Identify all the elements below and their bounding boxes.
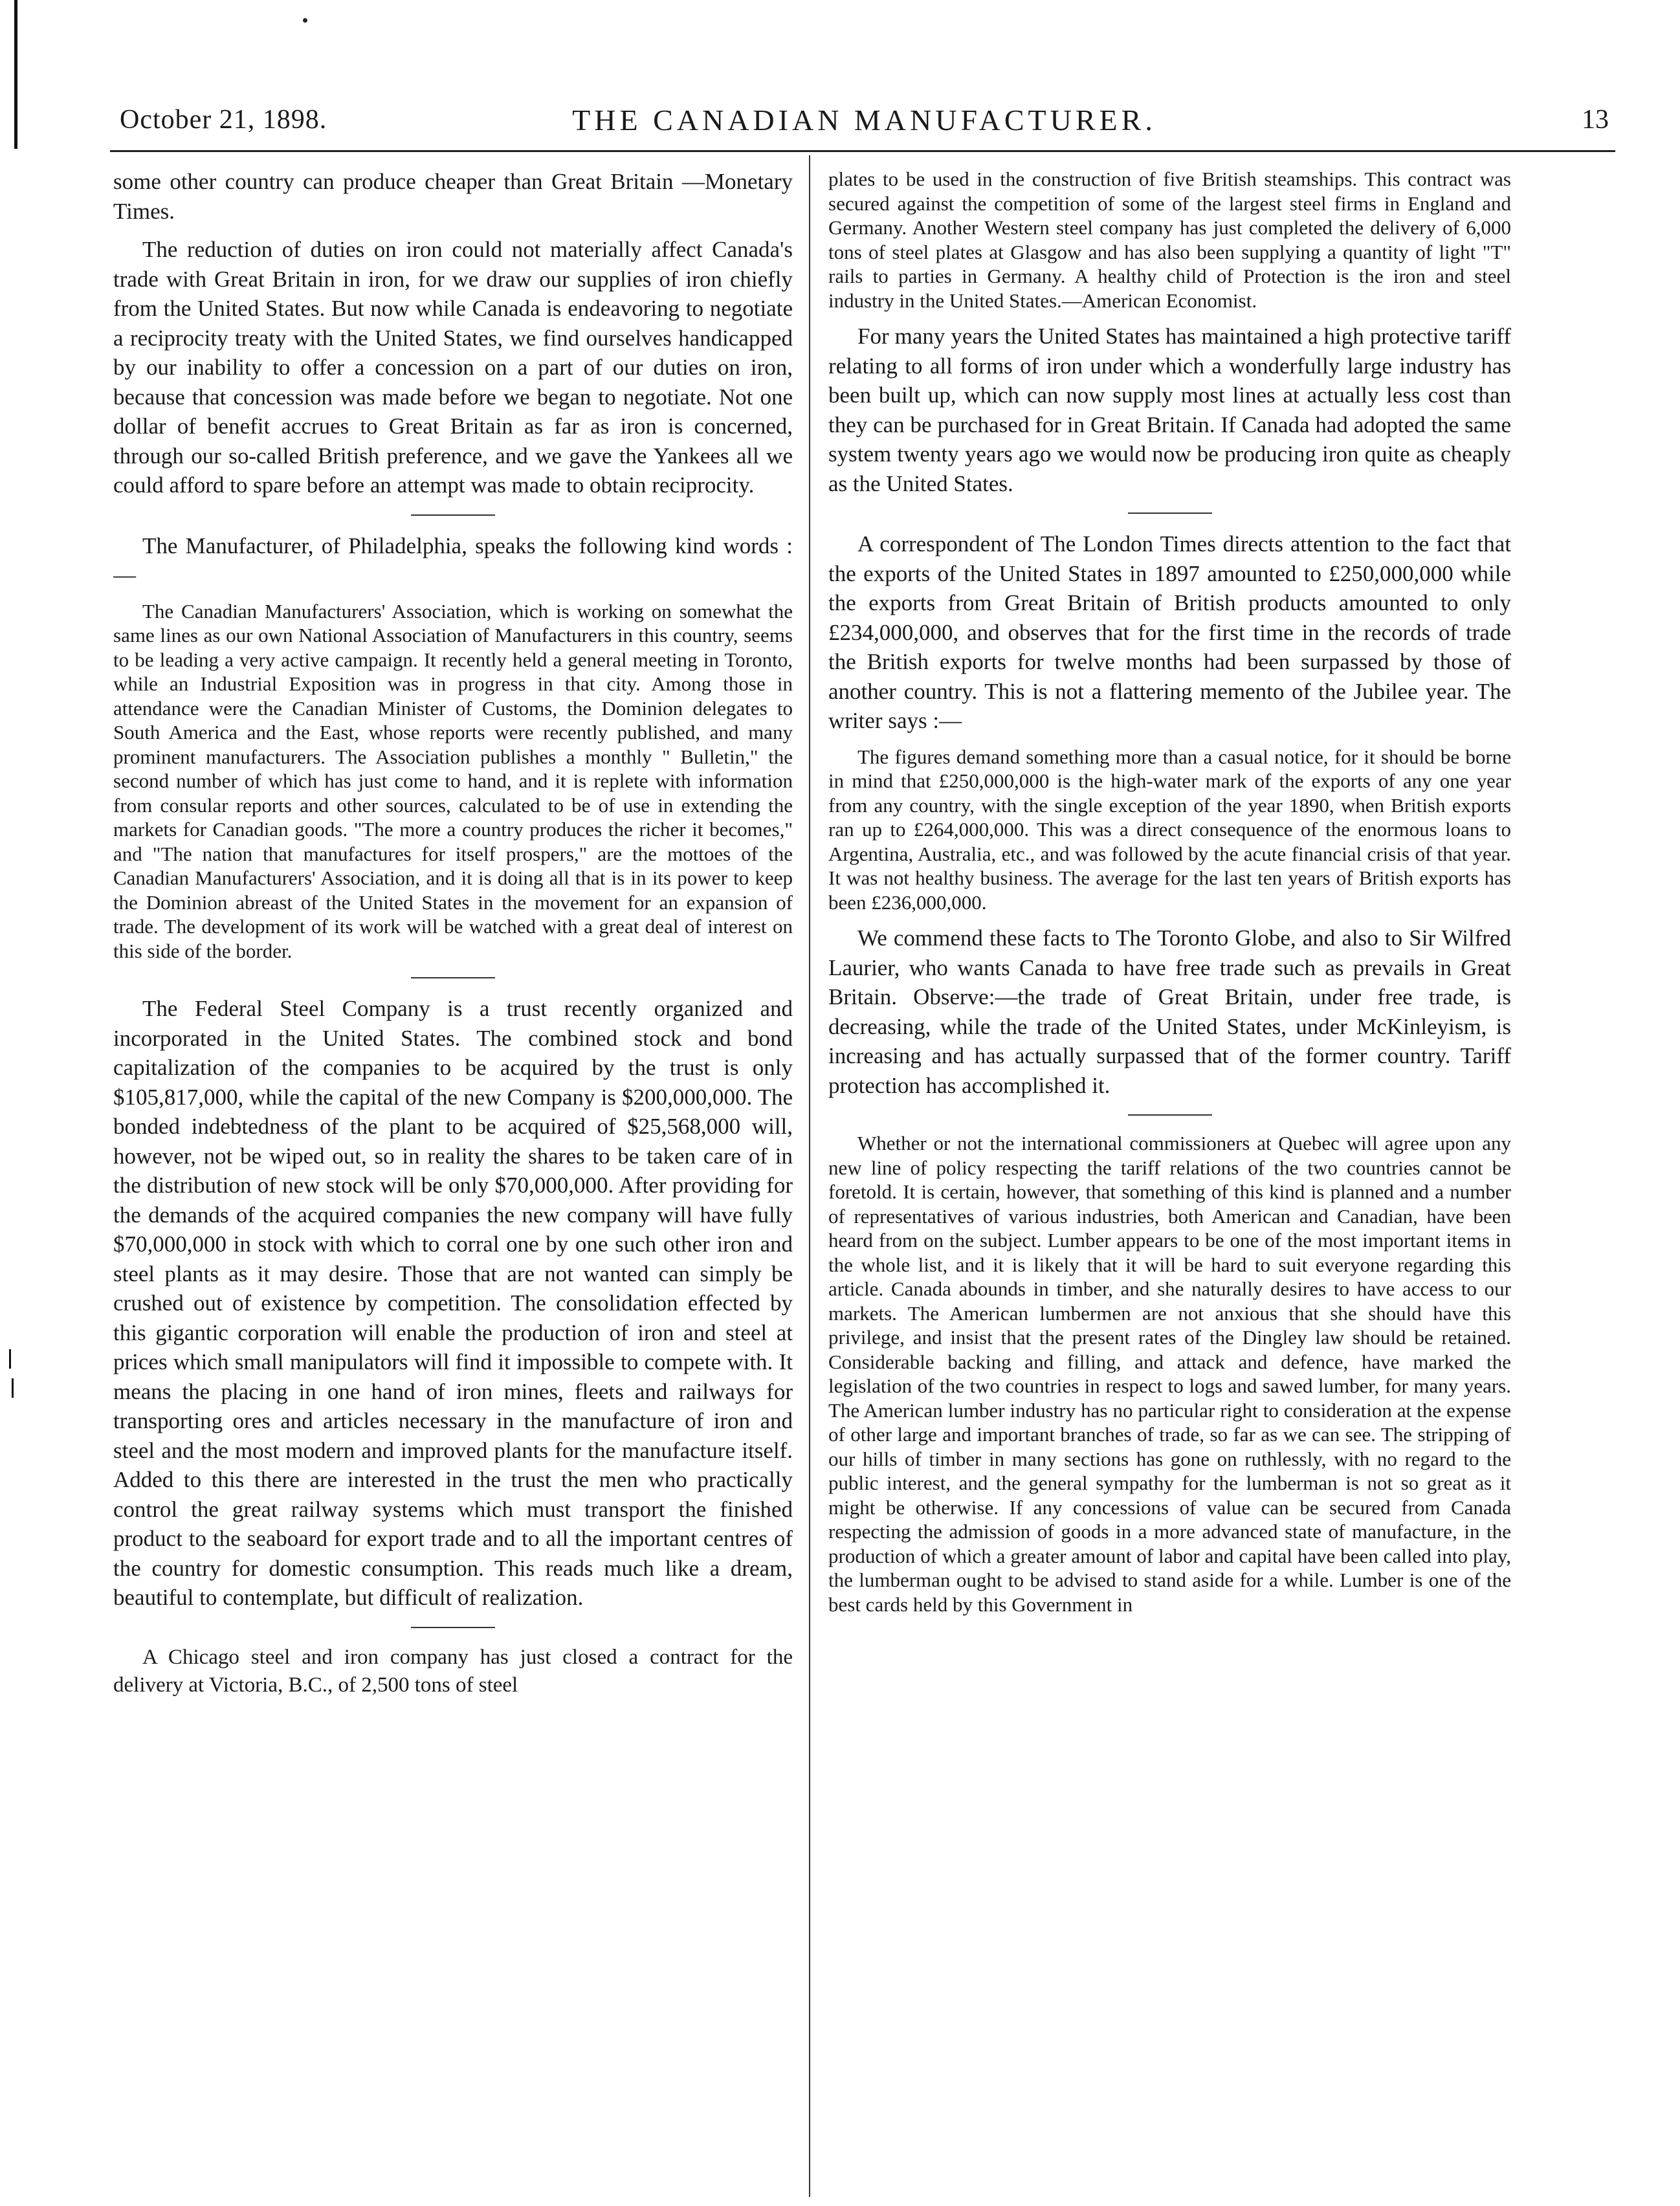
page-number: 13 [1582,105,1609,135]
quoted-paragraph: plates to be used in the construction of five British steamships. This contract was secured against the competition of some of the largest steel firms in England and Germany. Another Western steel company has just completed the delivery of 6,000 tons of steel plates at Glasgow and has also been supplying a quantity of light "T" rails to parties in Germany. A healthy child of Protection is the iron and steel industry in the United States.—American Economist. [828,168,1511,312]
article-paragraph: The Manufacturer, of Philadelphia, speaks the following kind words :— [113,533,793,588]
page-edge-line [14,0,17,149]
quoted-paragraph: The Canadian Manufacturers' Association, which is working on somewhat the same lines as our own National Association of Manufacturers in this country, seems to be leading a very active campaign. It recently held a general meeting in Toronto, while an Industrial Exposition was in progress in that city. Among those in attendance were the Canadian Minister of Customs, the Dominion delegates to South America and the East, whose reports were recently published, and many prominent manufacturers. The Association publishes a monthly " Bulletin," the second number of which has just come to hand, and it is replete with information from consular reports and other sources, calculated to be of use in extending the markets for Canadian goods. "The more a country produces the richer it becomes," and "The nation that manufactures for itself prospers," are the mottoes of the Canadian Manufacturers' Association, and it is doing all that is in its power to keep the Dominion abreast of the United States in the movement for an expansion of trade. The development of its work will be watched with a great deal of interest on this side of the border. [113,599,793,962]
article-paragraph: The Federal Steel Company is a trust recently organized and incorporated in the United States. The combined stock and bond capitalization of the companies to be acquired by the trust is only $105,817,000, while the capital of the new Company is $200,000,000. The bonded indebtedness of the plant to be acquired of $25,568,000 will, however, not be wiped out, so in reality the shares to be taken care of in the distribution of new stock will be only $70,000,000. After providing for the demands of the acquired companies the new company will have fully $70,000,000 in stock with which to corral one by one such other iron and steel plants as it may desire. Those that are not wanted can simply be crushed out of existence by competition. The consolidation effected by this gigantic corporation will enable the production of iron and steel at prices which small manipulators will find it impossible to compete with. It means the placing in one hand of iron mines, fleets and railways for transporting ores and articles necessary in the manufacture of iron and steel and the most modern and improved plants for the manufacture itself. Added to this there are interested in the trust the men who practically control the great railway systems which must transport the finished product to the seaboard for export trade and to all the important centres of the country for domestic consumption. This reads much like a dream, beautiful to contemplate, but difficult of realization. [113,996,793,1610]
section-separator [411,1627,495,1628]
right-column [828,167,1511,2192]
article-paragraph: A correspondent of The London Times directs attention to the fact that the exports of the United States in 1897 amounted to £250,000,000 while the exports from Great Britain of British products amounted to only £234,000,000, and observes that for the first time in the records of trade the British exports for twelve months had been surpassed by those of another country. This is not a flattering memento of the Jubilee year. The writer says :— [828,531,1511,733]
header-rule [110,150,1615,152]
article-paragraph: A Chicago steel and iron company has just closed a contract for the delivery at Victoria, B.C., of 2,500 tons of steel [113,1645,793,1697]
article-paragraph: Whether or not the international commissioners at Quebec will agree upon any new line of policy respecting the tariff relations of the two countries cannot be foretold. It is certain, however, that something of this kind is planned and a number of representatives of various industries, both American and Canadian, have been heard from on the subject. Lumber appears to be one of the most important items in the whole list, and it is likely that it will be hard to suit everyone regarding this article. Canada abounds in timber, and she naturally desires to have access to our markets. The American lumbermen are not anxious that she should have this privilege, and insist that the present rates of the Dingley law should be retained. Considerable backing and filling, and attack and defence, have marked the legislation of the two countries in respect to logs and sawed lumber, for many years. The American lumber industry has no particular right to consideration at the expense of other large and important branches of trade, so far as we can see. The stripping of our hills of timber in many sections has gone on ruthlessly, with no regard to the public interest, and the general sympathy for the lumberman is not so great as it might be otherwise. If any concessions of value can be secured from Canada respecting the admission of goods in a more advanced state of manufacture, in the production of which a greater amount of labor and capital have been called into play, the lumberman ought to be advised to stand aside for a while. Lumber is one of the best cards held by this Government in [828,1132,1511,1616]
issue-date: October 21, 1898. [120,105,327,135]
page-edge-mark [12,1378,14,1398]
section-separator [411,514,495,516]
section-separator [1128,1114,1212,1116]
column-divider [809,155,810,2197]
section-separator [1128,513,1212,514]
ink-speck [303,18,307,23]
section-separator [411,977,495,978]
publication-title: THE CANADIAN MANUFACTURER. [572,103,1156,137]
article-paragraph: We commend these facts to The Toronto Globe, and also to Sir Wilfred Laurier, who wants Canada to have free trade such as prevails in Great Britain. Observe:—the trade of Great Britain, under free trade, is decreasing, while the trade of the United States, under McKinleyism, is increasing and has actually surpassed that of the former country. Tariff protection has accomplished it. [828,925,1511,1098]
quoted-paragraph: The figures demand something more than a casual notice, for it should be borne in mind that £250,000,000 is the high-water mark of the exports of any one year from any country, with the single exception of the year 1890, when British exports ran up to £264,000,000. This was a direct consequence of the enormous loans to Argentina, Australia, etc., and was followed by the acute financial crisis of that year. It was not healthy business. The average for the last ten years of British exports has been £236,000,000. [828,745,1511,914]
article-paragraph: For many years the United States has maintained a high protective tariff relating to all forms of iron under which a wonderfully large industry has been built up, which can now supply most lines at actually less cost than they can be purchased for in Great Britain. If Canada had adopted the same system twenty years ago we would now be producing iron quite as cheaply as the United States. [828,324,1511,496]
left-column [113,167,793,2192]
page-header [120,97,1609,142]
page-edge-mark [9,1349,11,1369]
article-paragraph: some other country can produce cheaper than Great Britain —Monetary Times. [113,169,793,224]
article-paragraph: The reduction of duties on iron could not materially affect Canada's trade with Great Britain in iron, for we draw our supplies of iron chiefly from the United States. But now while Canada is endeavoring to negotiate a reciprocity treaty with the United States, we find ourselves handicapped by our inability to offer a concession on a part of our duties on iron, because that concession was made before we began to negotiate. Not one dollar of benefit accrues to Great Britain as far as iron is concerned, through our so-called British preference, and we gave the Yankees all we could afford to spare before an attempt was made to obtain reciprocity. [113,237,793,498]
